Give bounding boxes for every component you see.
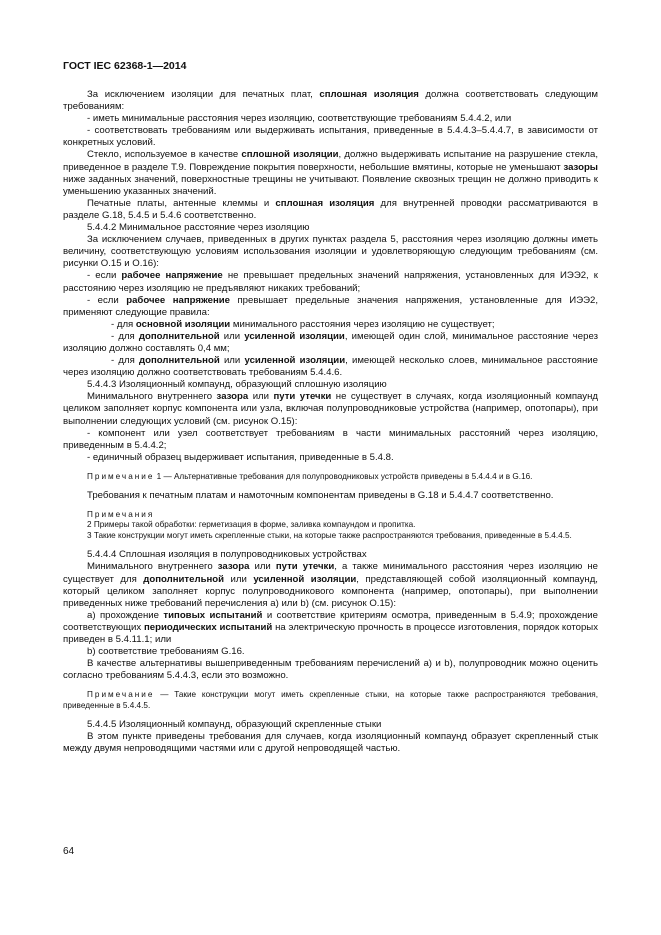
text: Минимального внутреннего xyxy=(87,561,218,573)
paragraph xyxy=(63,391,598,427)
list-item xyxy=(63,610,598,646)
text: для внутренней проводки рассматриваются в разделе G.18, 5.4.5 и 5.4.6 соответственно. xyxy=(63,197,598,221)
list-item xyxy=(63,355,598,379)
term: дополнительной xyxy=(139,355,220,367)
term: зазоры xyxy=(563,161,598,173)
list-item xyxy=(63,319,598,331)
paragraph: В качестве альтернативы вышеприведенным требованиям перечислений a) и b), полупроводник можно оценить согласно требованиям 5.4.4.3, если это возможно. xyxy=(63,658,598,682)
text: , представляющей собой изоляционный компаунд, который целиком заполняет корпус полупроводникового компонента (например, опотопары), при выполнении приведенных ниже требований перечисления a) или b) (см. рисунок O.15): xyxy=(63,573,598,609)
section-heading: 5.4.4.5 Изоляционный компаунд, образующий скрепленные стыки xyxy=(87,718,382,730)
list-item xyxy=(63,295,598,319)
text: превышает предельные значения напряжения, установленные для ИЭЭ2, применяют следующие правила: xyxy=(63,294,598,318)
paragraph xyxy=(63,149,598,197)
term: периодических испытаний xyxy=(143,621,273,633)
text: , должно выдерживать испытание на разрушение стекла, приведенное в разделе Т.9. Повреждение покрытия поверхности, небольшие вмятины, которые не уменьшают xyxy=(63,149,599,173)
text: ниже заданных значений, поверхностные трещины не учитывают. Появление сквозных трещин не должно приводить к уменьшению указанных значений. xyxy=(63,173,598,197)
note: 2 Примеры такой обработки: герметизация в форме, заливка компаундом и пропитка. xyxy=(87,520,416,530)
paragraph xyxy=(63,89,598,113)
text: минимального расстояния через изоляцию не существует; xyxy=(230,318,495,330)
note-text: 1 — Альтернативные требования для полупроводниковых устройств приведены в 5.4.4.4 и в G.16. xyxy=(154,471,533,481)
notes-label: Примечания xyxy=(87,509,155,519)
text: Печатные платы, антенные клеммы и xyxy=(87,197,276,209)
term: дополнительной xyxy=(143,573,225,585)
text: - если xyxy=(87,270,122,282)
text: - для xyxy=(111,318,136,330)
text: на электрическую прочность в процессе изготовления, порядок которых приведен в 5.4.11.1; или xyxy=(63,621,598,646)
paragraph xyxy=(63,561,598,609)
text: Минимального внутреннего xyxy=(87,391,217,403)
text: или xyxy=(249,561,276,573)
term: усиленной изоляции xyxy=(244,330,345,342)
text: не превышает предельных значений напряжения, установленных для ИЭЭ2, к расстоянию через изоляцию не предъявляют никаких требований; xyxy=(63,270,598,294)
term: дополнительной xyxy=(138,330,220,342)
text: - для xyxy=(111,355,139,367)
text: или xyxy=(219,330,245,342)
text: Стекло, используемое в качестве xyxy=(87,149,242,161)
term: сплошная изоляция xyxy=(319,89,419,100)
document-header: ГОСТ IEC 62368-1—2014 xyxy=(63,60,187,72)
term: рабочее напряжение xyxy=(121,270,223,282)
text: или xyxy=(248,391,274,403)
term: рабочее напряжение xyxy=(126,294,230,306)
page-number: 64 xyxy=(63,846,75,857)
note-label: Примечание xyxy=(87,690,155,700)
note xyxy=(63,690,598,711)
text: или xyxy=(219,355,245,367)
text: , имеющей несколько слоев, минимальное расстояние через изоляцию должно соответствовать требованиям 5.4.4.6. xyxy=(63,355,598,379)
text: За исключением изоляции для печатных плат, xyxy=(87,89,320,100)
list-item: - соответствовать требованиям или выдерживать испытания, приведенные в 5.4.4.3–5.4.4.7, в зависимости от конкретных условий. xyxy=(63,125,598,149)
text: должна соответствовать следующим требованиям: xyxy=(63,89,598,113)
note-label: Примечание xyxy=(87,471,155,481)
term: зазора xyxy=(217,561,250,573)
paragraph: В этом пункте приведены требования для случаев, когда изоляционный компаунд образует скрепленный стык между двумя непроводящими частями или с другой непроводящей частью. xyxy=(63,730,598,754)
text: , имеющей один слой, минимальное расстояние через изоляцию должно составлять 0,4 мм; xyxy=(63,330,598,354)
note-text: — Такие конструкции могут иметь скрепленные стыки, на которые также распространяются требования, приведенные в 5.4.4.5. xyxy=(63,690,598,710)
section-heading: 5.4.4.4 Сплошная изоляция в полупроводниковых устройствах xyxy=(87,549,367,561)
notes-heading xyxy=(63,510,598,521)
section-heading: 5.4.4.2 Минимальное расстояние через изоляцию xyxy=(87,222,310,234)
term: усиленной изоляции xyxy=(244,355,346,367)
text: , а также минимального расстояния через изоляцию не существует для xyxy=(63,561,598,585)
term: пути утечки xyxy=(273,391,332,403)
list-item xyxy=(63,331,598,355)
text: или xyxy=(224,573,254,585)
document-body xyxy=(63,89,598,755)
section-heading: 5.4.4.3 Изоляционный компаунд, образующий сплошную изоляцию xyxy=(87,379,387,391)
text: - если xyxy=(87,294,127,306)
paragraph: Требования к печатным платам и намоточным компонентам приведены в G.18 и 5.4.4.7 соответственно. xyxy=(87,489,554,501)
text: не существует в случаях, когда изоляционный компаунд целиком заполняет корпус компонента или узла, включая полупроводниковые устройства (например, опотопары), при выполнении следующих условий (см. рисунок O.15): xyxy=(63,391,598,427)
paragraph: За исключением случаев, приведенных в других пунктах раздела 5, расстояния через изоляцию должны иметь величину, соответствующую условиям использования изоляции и удовлетворяющую следующим требованиям (см. рисунки O.15 и O.16): xyxy=(63,234,598,270)
text: - для xyxy=(111,330,139,342)
list-item: b) соответствие требованиям G.16. xyxy=(87,646,245,658)
term: сплошная изоляция xyxy=(275,197,375,209)
note xyxy=(63,472,598,483)
term: пути утечки xyxy=(275,561,335,573)
text: a) прохождение xyxy=(87,609,164,621)
list-item: - единичный образец выдерживает испытания, приведенные в 5.4.8. xyxy=(87,451,394,463)
paragraph xyxy=(63,198,598,222)
list-item xyxy=(63,270,598,294)
note: 3 Такие конструкции могут иметь скрепленные стыки, на которые также распространяются требования, приведенные в 5.4.4.5. xyxy=(87,530,572,540)
list-item: - компонент или узел соответствует требованиям в части минимальных расстояний через изоляцию, приведенным в 5.4.4.2; xyxy=(63,427,598,451)
term: типовых испытаний xyxy=(163,609,263,621)
text: и соответствие критериям осмотра, приведенным в 5.4.9; прохождение соответствующих xyxy=(63,609,598,633)
term: основной изоляции xyxy=(135,318,231,330)
term: сплошной изоляции xyxy=(241,149,339,161)
term: зазора xyxy=(216,391,249,403)
list-item: - иметь минимальные расстояния через изоляцию, соответствующие требованиям 5.4.4.2, или xyxy=(87,113,512,125)
term: усиленной изоляции xyxy=(253,573,357,585)
